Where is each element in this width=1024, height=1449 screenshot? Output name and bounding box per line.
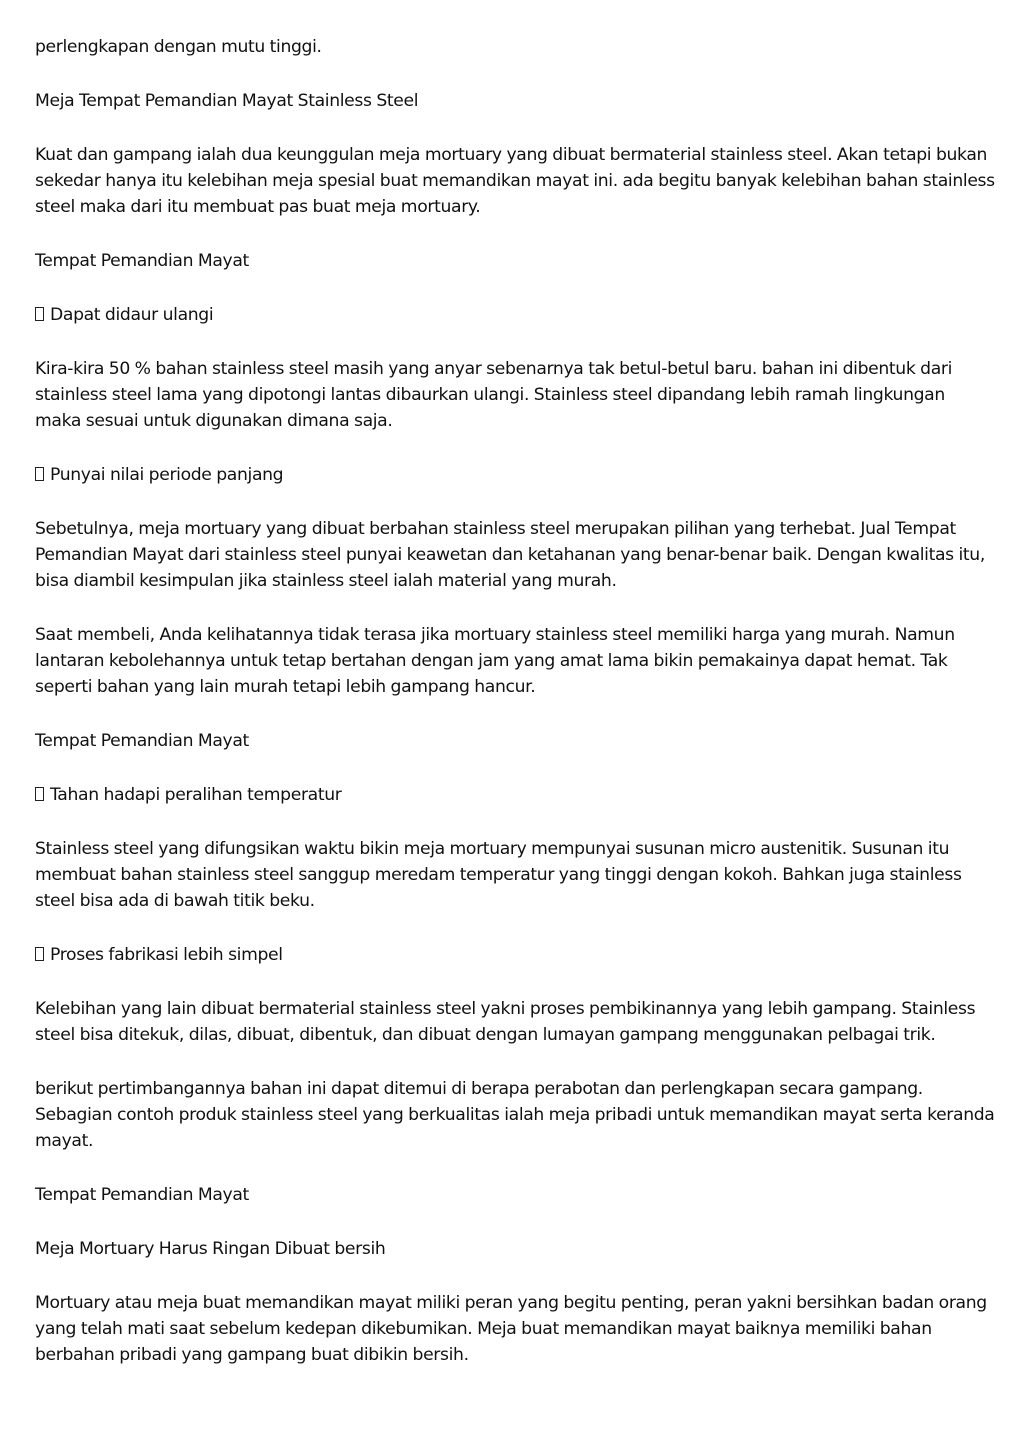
paragraph-austenitik: Stainless steel yang difungsikan waktu bikin meja mortuary mempunyai susunan micro austenitik. Susunan itu membuat bahan stainless steel sanggup meredam temperatur yang tinggi dengan kokoh. Bahkan juga stainless steel bisa ada di bawah titik beku.	[35, 839, 962, 911]
bullet-item-label: Punyai nilai periode panjang	[50, 465, 284, 485]
missing-glyph-box-icon	[35, 307, 44, 321]
missing-glyph-box-icon	[35, 947, 44, 961]
heading-tempat-pemandian-3: Tempat Pemandian Mayat	[35, 1185, 249, 1205]
missing-glyph-box-icon	[35, 467, 44, 481]
paragraph-kelebihan: Kelebihan yang lain dibuat bermaterial stainless steel yakni proses pembikinannya yang lebih gampang. Stainless steel bisa ditekuk, dilas, dibuat, dibentuk, dan dibuat dengan lumayan gampang menggunakan pelbagai trik.	[35, 999, 976, 1045]
heading-tempat-pemandian-1: Tempat Pemandian Mayat	[35, 251, 249, 271]
document-body	[35, 34, 995, 1396]
heading-tempat-pemandian-2: Tempat Pemandian Mayat	[35, 731, 249, 751]
paragraph-pertimbangan: berikut pertimbangannya bahan ini dapat ditemui di berapa perabotan dan perlengkapan secara gampang. Sebagian contoh produk stainless steel yang berkualitas ialah meja pribadi untuk memandikan mayat serta keranda mayat.	[35, 1079, 995, 1151]
bullet-item-label: Tahan hadapi peralihan temperatur	[50, 785, 342, 805]
paragraph-saat-membeli: Saat membeli, Anda kelihatannya tidak terasa jika mortuary stainless steel memiliki harga yang murah. Namun lantaran kebolehannya untuk tetap bertahan dengan jam yang amat lama bikin pemakainya dapat hemat. Tak seperti bahan yang lain murah tetapi lebih gampang hancur.	[35, 625, 955, 697]
paragraph-mortuary-peran: Mortuary atau meja buat memandikan mayat miliki peran yang begitu penting, peran yakni bersihkan badan orang yang telah mati saat sebelum kedepan dikebumikan. Meja buat memandikan mayat baiknya memiliki bahan berbahan pribadi yang gampang buat dibikin bersih.	[35, 1293, 987, 1365]
missing-glyph-box-icon	[35, 787, 44, 801]
paragraph-sebetulnya: Sebetulnya, meja mortuary yang dibuat berbahan stainless steel merupakan pilihan yang terhebat. Jual Tempat Pemandian Mayat dari stainless steel punyai keawetan dan ketahanan yang benar-benar baik. Dengan kwalitas itu, bisa diambil kesimpulan jika stainless steel ialah material yang murah.	[35, 519, 985, 591]
bullet-item-daur-ulang	[35, 302, 995, 328]
paragraph-kuat-gampang: Kuat dan gampang ialah dua keunggulan meja mortuary yang dibuat bermaterial stainless steel. Akan tetapi bukan sekedar hanya itu kelebihan meja spesial buat memandikan mayat ini. ada begitu banyak kelebihan bahan stainless steel maka dari itu membuat pas buat meja mortuary.	[35, 145, 995, 217]
paragraph-intro-tail: perlengkapan dengan mutu tinggi.	[35, 37, 322, 57]
heading-meja-stainless: Meja Tempat Pemandian Mayat Stainless Steel	[35, 91, 419, 111]
bullet-item-label: Proses fabrikasi lebih simpel	[50, 945, 283, 965]
paragraph-kira-kira: Kira-kira 50 % bahan stainless steel masih yang anyar sebenarnya tak betul-betul baru. bahan ini dibentuk dari stainless steel lama yang dipotongi lantas dibaurkan ulangi. Stainless steel dipandang lebih ramah lingkungan maka sesuai untuk digunakan dimana saja.	[35, 359, 953, 431]
bullet-item-label: Dapat didaur ulangi	[50, 305, 214, 325]
bullet-item-fabrikasi	[35, 942, 995, 968]
heading-meja-mortuary: Meja Mortuary Harus Ringan Dibuat bersih	[35, 1239, 386, 1259]
bullet-item-temperatur	[35, 782, 995, 808]
bullet-item-nilai-periode	[35, 462, 995, 488]
